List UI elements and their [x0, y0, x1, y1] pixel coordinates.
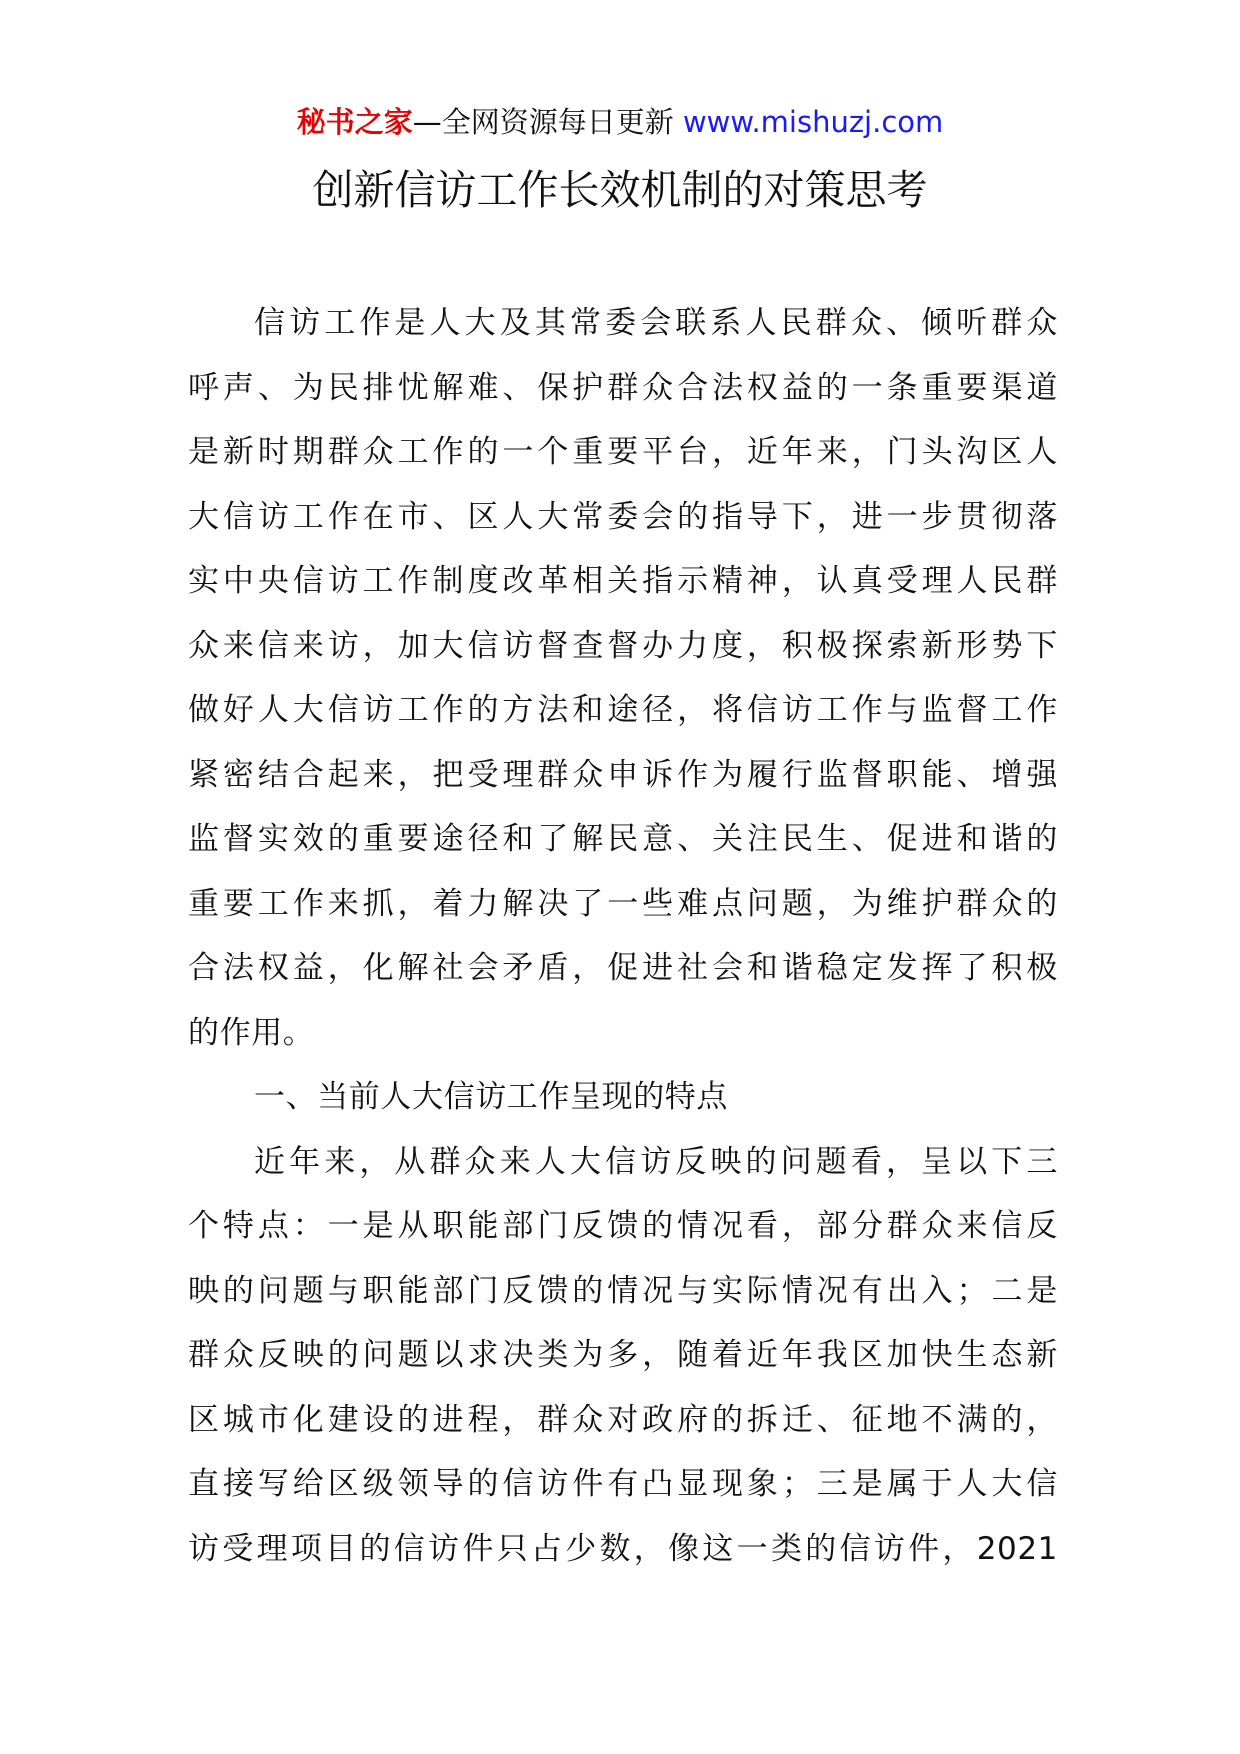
paragraph-line: 近年来，从群众来人大信访反映的问题看，呈以下三	[254, 1143, 1058, 1180]
paragraph-line: 个特点：一是从职能部门反馈的情况看，部分群众来信反	[188, 1208, 1058, 1244]
paragraph-line: 实中央信访工作制度改革相关指示精神，认真受理人民群	[188, 563, 1058, 599]
site-header	[0, 100, 1240, 144]
document-body	[188, 291, 1058, 1581]
paragraph-line: 群众反映的问题以求决类为多，随着近年我区加快生态新	[188, 1337, 1058, 1373]
paragraph-line: 紧密结合起来，把受理群众申诉作为履行监督职能、增强	[188, 756, 1058, 793]
document-title: 创新信访工作长效机制的对策思考	[312, 166, 928, 214]
paragraph-line: 呼声、为民排忧解难、保护群众合法权益的一条重要渠道	[188, 369, 1058, 406]
paragraph-line: 监督实效的重要途径和了解民意、关注民生、促进和谐的	[188, 821, 1058, 857]
paragraph-line: 合法权益，化解社会矛盾，促进社会和谐稳定发挥了积极	[188, 950, 1058, 986]
paragraph-line: 直接写给区级领导的信访件有凸显现象；三是属于人大信	[188, 1466, 1058, 1502]
site-slogan: —全网资源每日更新	[412, 105, 683, 139]
paragraph-line: 的作用。	[188, 1014, 315, 1051]
paragraph-line: 区城市化建设的进程，群众对政府的拆迁、征地不满的，	[188, 1401, 1058, 1438]
paragraph-line: 做好人大信访工作的方法和途径，将信访工作与监督工作	[188, 692, 1058, 728]
section-heading: 一、当前人大信访工作呈现的特点	[254, 1079, 728, 1115]
paragraph-line: 信访工作是人大及其常委会联系人民群众、倾听群众	[254, 305, 1058, 341]
paragraph-line: 重要工作来抓，着力解决了一些难点问题，为维护群众的	[188, 885, 1058, 922]
paragraph-line: 是新时期群众工作的一个重要平台，近年来，门头沟区人	[188, 434, 1058, 470]
site-url-link[interactable]: www.mishuzj.com	[682, 105, 944, 139]
paragraph-line: 访受理项目的信访件只占少数，像这一类的信访件，2021	[188, 1530, 1058, 1567]
paragraph-line: 大信访工作在市、区人大常委会的指导下，进一步贯彻落	[188, 498, 1058, 535]
site-brand: 秘书之家	[296, 105, 413, 139]
paragraph-line: 映的问题与职能部门反馈的情况与实际情况有出入；二是	[188, 1272, 1058, 1309]
paragraph-line: 众来信来访，加大信访督查督办力度，积极探索新形势下	[188, 627, 1058, 664]
